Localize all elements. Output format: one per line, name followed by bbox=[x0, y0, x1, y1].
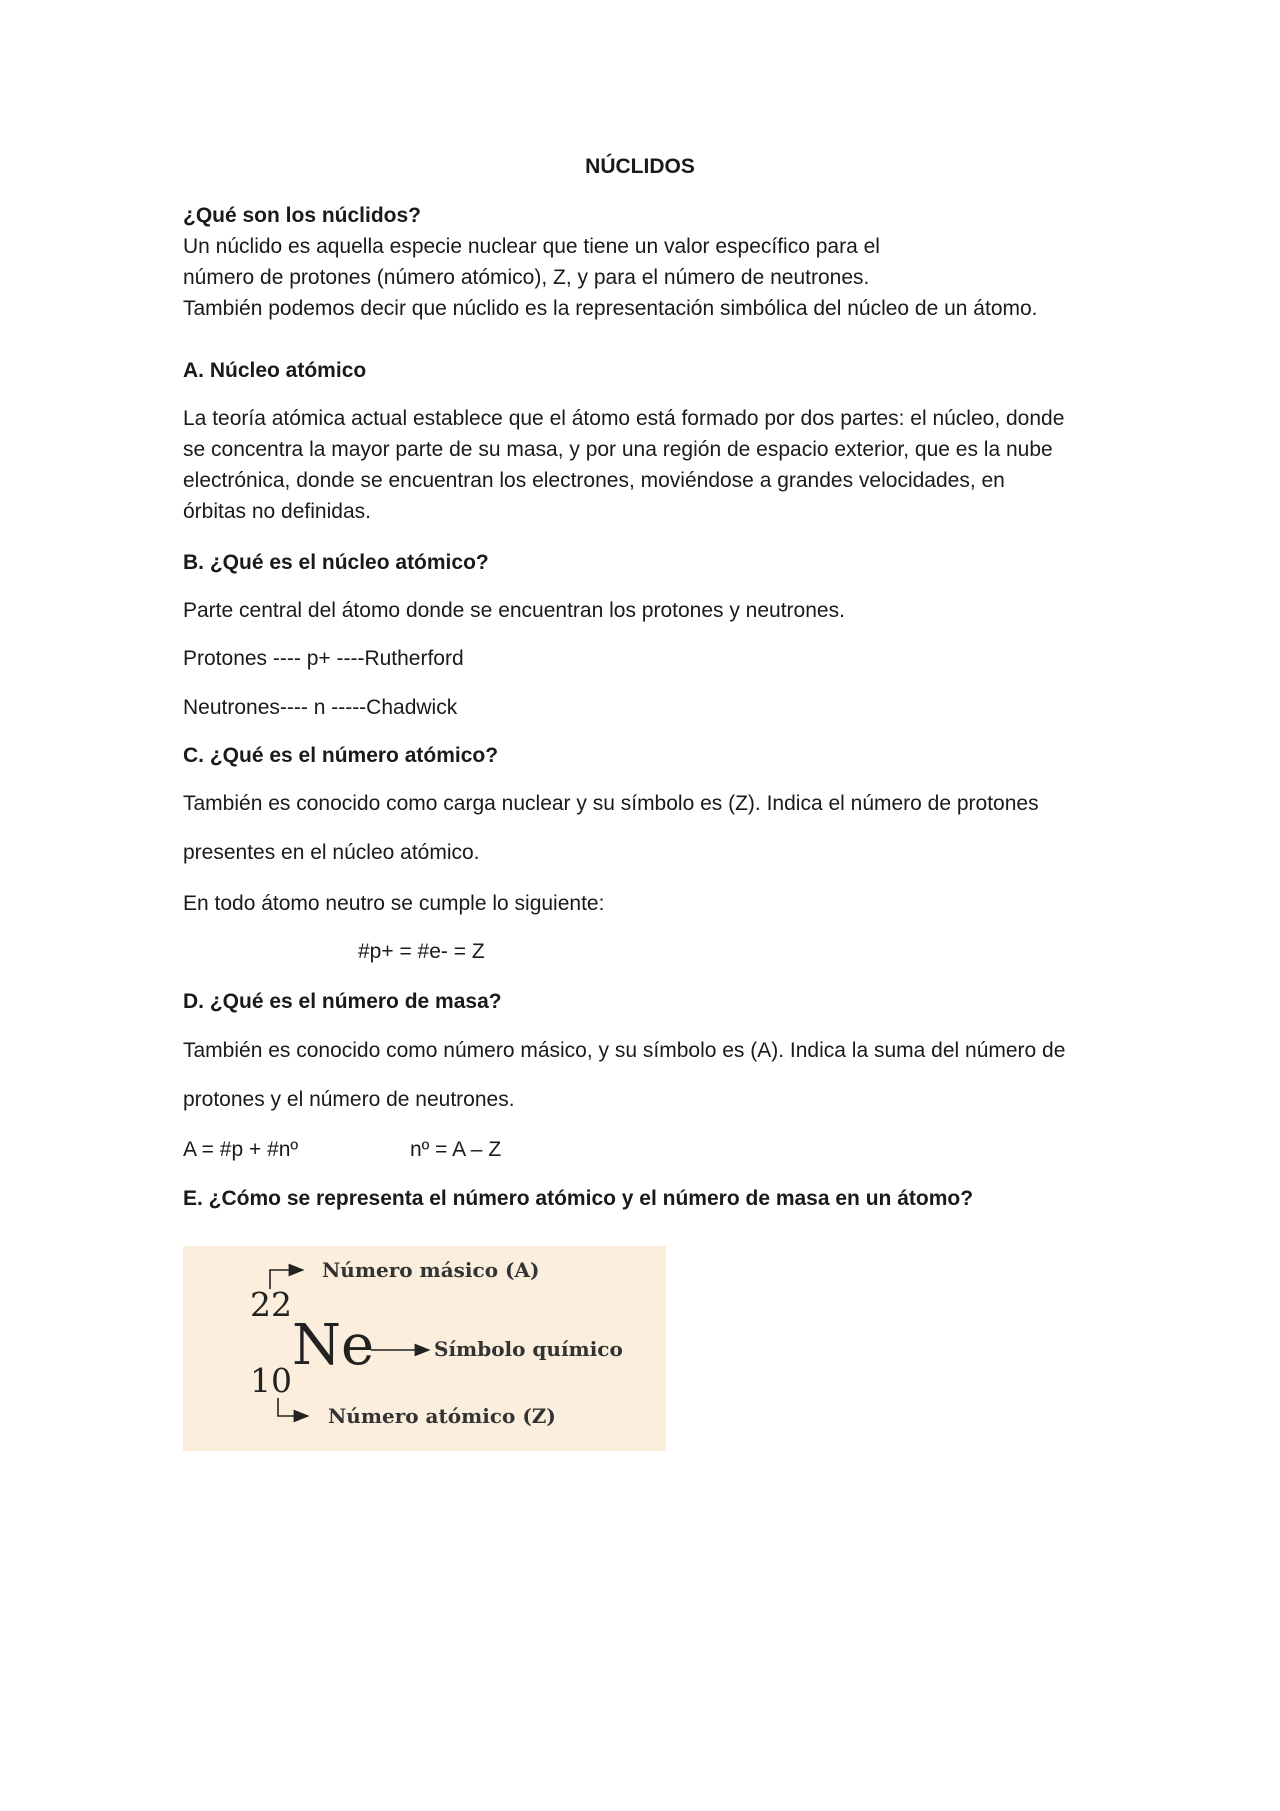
section-e-heading: E. ¿Cómo se representa el número atómico y el número de masa en un átomo? bbox=[183, 1187, 974, 1210]
section-d-line-2: protones y el número de neutrones. bbox=[183, 1088, 515, 1111]
atomic-number-label: Número atómico (Z) bbox=[328, 1404, 556, 1428]
page-title: NÚCLIDOS bbox=[585, 155, 695, 178]
section-a-line-1: La teoría atómica actual establece que el átomo está formado por dos partes: el núcleo, donde bbox=[183, 407, 1065, 430]
neutral-atom-formula: #p+ = #e- = Z bbox=[358, 940, 485, 963]
nuclide-diagram-svg bbox=[183, 1246, 666, 1451]
symbol-label: Símbolo químico bbox=[434, 1337, 623, 1361]
section-c-line-3: En todo átomo neutro se cumple lo siguiente: bbox=[183, 892, 605, 915]
intro-line-2: número de protones (número atómico), Z, y para el número de neutrones. bbox=[183, 266, 870, 289]
section-b-heading: B. ¿Qué es el núcleo atómico? bbox=[183, 551, 489, 574]
section-a-line-2: se concentra la mayor parte de su masa, y por una región de espacio exterior, que es la nube bbox=[183, 438, 1053, 461]
section-c-heading: C. ¿Qué es el número atómico? bbox=[183, 744, 499, 767]
atomic-number: 10 bbox=[250, 1361, 292, 1400]
section-d-heading: D. ¿Qué es el número de masa? bbox=[183, 990, 502, 1013]
section-c-line-2: presentes en el núcleo atómico. bbox=[183, 841, 480, 864]
mass-number-label: Número másico (A) bbox=[322, 1258, 540, 1282]
protons-line: Protones ---- p+ ----Rutherford bbox=[183, 647, 464, 670]
section-d-line-1: También es conocido como número másico, y su símbolo es (A). Indica la suma del número de bbox=[183, 1039, 1066, 1062]
neutrons-line: Neutrones---- n -----Chadwick bbox=[183, 696, 458, 719]
section-b-text: Parte central del átomo donde se encuentran los protones y neutrones. bbox=[183, 599, 845, 622]
intro-line-1: Un núclido es aquella especie nuclear que tiene un valor específico para el bbox=[183, 235, 880, 258]
mass-number: 22 bbox=[250, 1285, 292, 1324]
neutron-formula: nº = A – Z bbox=[410, 1138, 502, 1161]
section-a-line-3: electrónica, donde se encuentran los electrones, moviéndose a grandes velocidades, en bbox=[183, 469, 1005, 492]
section-a-heading: A. Núcleo atómico bbox=[183, 359, 367, 382]
section-c-line-1: También es conocido como carga nuclear y su símbolo es (Z). Indica el número de protones bbox=[183, 792, 1039, 815]
mass-formula: A = #p + #nº bbox=[183, 1138, 299, 1161]
intro-heading: ¿Qué son los núclidos? bbox=[183, 204, 422, 227]
nuclide-notation-diagram bbox=[183, 1246, 666, 1451]
element-symbol: Ne bbox=[292, 1313, 375, 1378]
section-a-line-4: órbitas no definidas. bbox=[183, 500, 371, 523]
intro-line-3: También podemos decir que núclido es la representación simbólica del núcleo de un átomo. bbox=[183, 297, 1038, 320]
atomic-number-arrow bbox=[278, 1398, 308, 1416]
